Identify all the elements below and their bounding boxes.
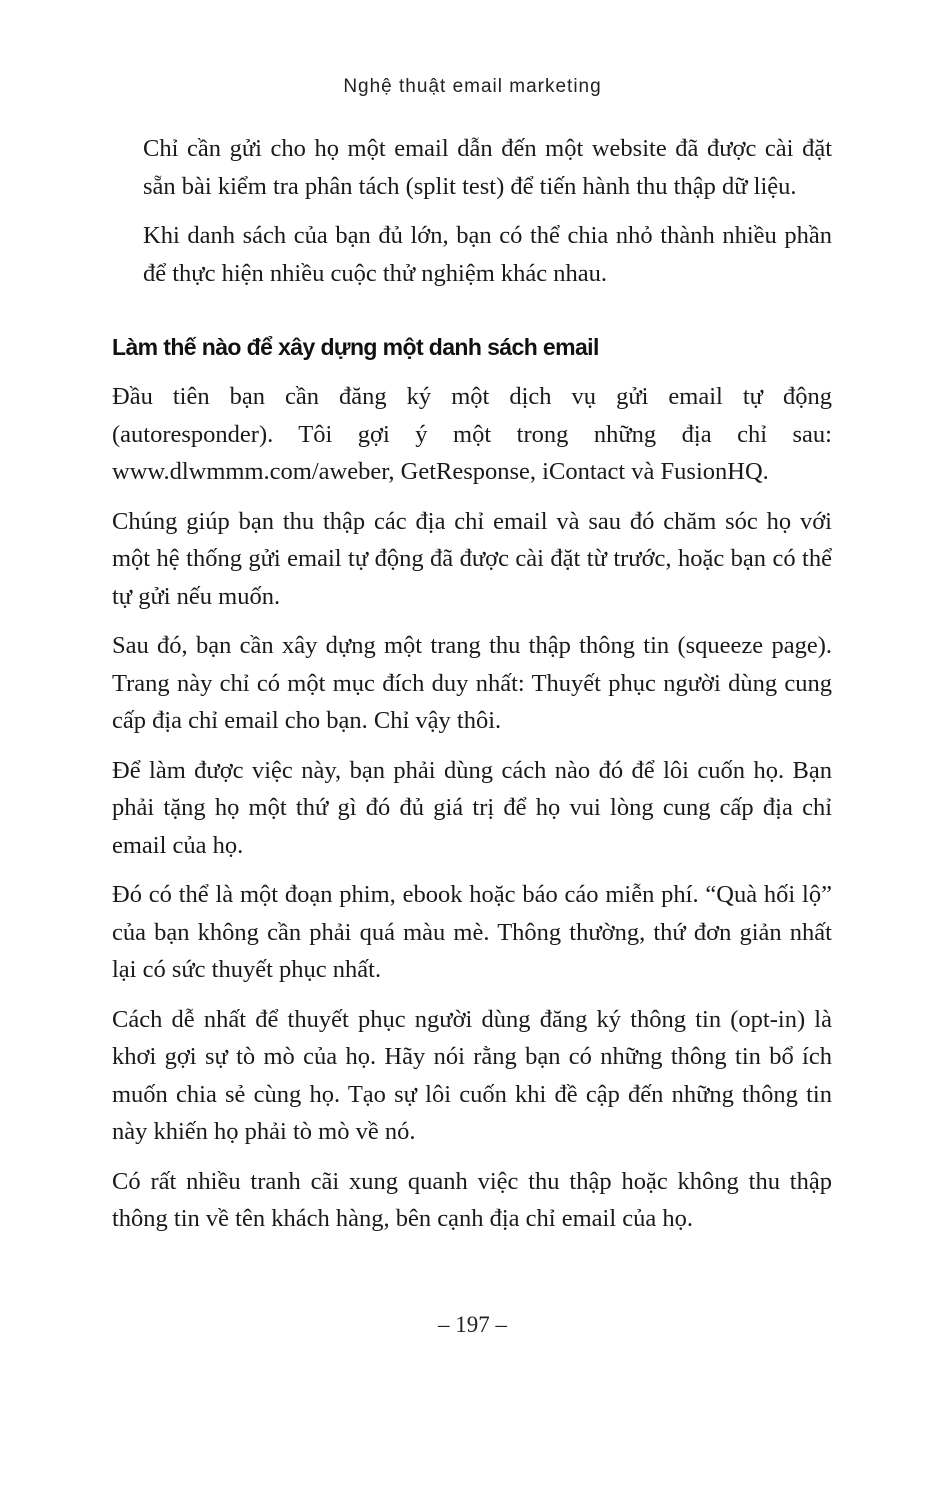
section-heading: Làm thế nào để xây dựng một danh sách email [112, 334, 599, 360]
page-body [112, 130, 832, 1250]
intro-paragraph: Khi danh sách của bạn đủ lớn, bạn có thể chia nhỏ thành nhiều phần để thực hiện nhiều cuộc thử nghiệm khác nhau. [143, 222, 832, 287]
running-header: Nghệ thuật email marketing [343, 76, 602, 97]
body-paragraph: Cách dễ nhất để thuyết phục người dùng đăng ký thông tin (opt-in) là khơi gợi sự tò mò của họ. Hãy nói rằng bạn có những thông tin bổ ích muốn chia sẻ cùng họ. Tạo sự lôi cuốn khi đề cập đến những thông tin này khiến họ phải tò mò về nó. [112, 1005, 832, 1145]
body-paragraph: Chúng giúp bạn thu thập các địa chỉ email và sau đó chăm sóc họ với một hệ thống gửi email tự động đã được cài đặt từ trước, hoặc bạn có thể tự gửi nếu muốn. [112, 507, 832, 610]
body-paragraph: Để làm được việc này, bạn phải dùng cách nào đó để lôi cuốn họ. Bạn phải tặng họ một thứ gì đó đủ giá trị để họ vui lòng cung cấp địa chỉ email của họ. [112, 756, 832, 859]
body-paragraph: Có rất nhiều tranh cãi xung quanh việc thu thập hoặc không thu thập thông tin về tên khách hàng, bên cạnh địa chỉ email của họ. [112, 1167, 832, 1232]
body-paragraph: Đó có thể là một đoạn phim, ebook hoặc báo cáo miễn phí. “Quà hối lộ” của bạn không cần phải quá màu mè. Thông thường, thứ đơn giản nhất lại có sức thuyết phục nhất. [112, 881, 832, 983]
intro-paragraph: Chỉ cần gửi cho họ một email dẫn đến một website đã được cài đặt sẵn bài kiểm tra phân tách (split test) để tiến hành thu thập dữ liệu. [143, 135, 832, 200]
page-number: – 197 – [438, 1312, 507, 1337]
intro-block [112, 130, 832, 292]
body-paragraph: Đầu tiên bạn cần đăng ký một dịch vụ gửi email tự động (autoresponder). Tôi gợi ý một trong những địa chỉ sau: www.dlwmmm.com/aweber, GetResponse, iContact và FusionHQ. [112, 383, 832, 485]
body-paragraph: Sau đó, bạn cần xây dựng một trang thu thập thông tin (squeeze page). Trang này chỉ có một mục đích duy nhất: Thuyết phục người dùng cung cấp địa chỉ email cho bạn. Chỉ vậy thôi. [112, 632, 832, 734]
